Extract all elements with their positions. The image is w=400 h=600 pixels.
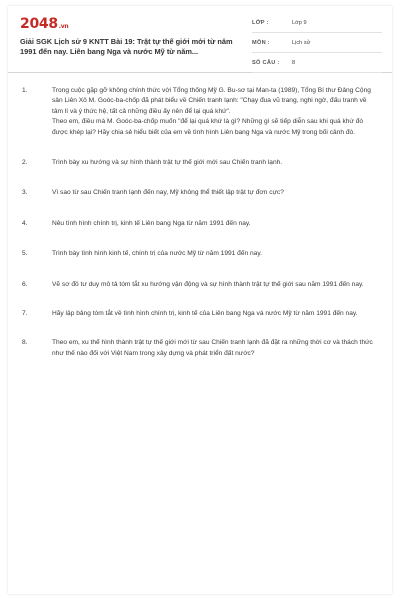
question-text: Theo em, điều mà M. Goóc-ba-chốp muốn "để lại quá khứ là gì? Những gì sẽ tiếp diễn sau khi quá khứ đó được khép lại? Hãy chia sẻ hiểu biết của em về tình hình Liên bang Nga và nước Mỹ trong bối cảnh đó. — [52, 118, 364, 136]
meta-info — [252, 18, 382, 78]
question-text: Trong cuộc gặp gỡ không chính thức với Tổng thống Mỹ G. Bu-sơ tại Man-ta (1989), Tổng Bí thư Đảng Cộng sản Liên Xô M. Goóc-ba-chốp đã phát biểu về Chiến tranh lạnh: "Chạy đua vũ trang, nghi ngờ, đấu tranh về tâm lí và ý thức hệ, tất cả những điều ấy nên để lại quá khứ". — [52, 87, 371, 115]
logo-suffix: .vn — [58, 23, 69, 30]
question-item — [8, 158, 392, 168]
question-text: Hãy lập bảng tóm tắt về tình hình chính trị, kinh tế của Liên bang Nga và nước Mỹ từ năm 1991 đến nay. — [52, 310, 358, 318]
logo-text: 2048 — [20, 16, 58, 32]
question-text: Nêu tình hình chính trị, kinh tế Liên bang Nga từ năm 1991 đến nay. — [52, 219, 251, 227]
question-item — [8, 86, 392, 138]
meta-row-subject — [252, 38, 382, 53]
meta-row-grade — [252, 18, 382, 33]
question-text: Trình bày xu hướng và sự hình thành trật tự thế giới mới sau Chiến tranh lạnh. — [52, 159, 283, 167]
meta-value: Lớp 9 — [292, 20, 307, 26]
question-item — [8, 219, 392, 229]
meta-key: LỚP : — [252, 20, 269, 26]
question-number: 7. — [22, 310, 28, 318]
question-text: Theo em, xu thế hình thành trật tự thế giới mới từ sau Chiến tranh lạnh đã đặt ra những thời cơ và thách thức như thế nào đối với Việt Nam trong xây dựng và phát triển đất nước? — [52, 339, 373, 357]
question-number: 6. — [22, 280, 28, 288]
meta-value: 8 — [292, 60, 296, 66]
question-number: 2. — [22, 159, 28, 167]
question-text: Vẽ sơ đồ tư duy mô tả tóm tắt xu hướng vận động và sự hình thành trật tự thế giới sau năm 1991 đến nay. — [52, 280, 364, 288]
meta-key: SỐ CÂU : — [252, 60, 280, 66]
question-number: 1. — [22, 87, 28, 94]
document-header — [8, 6, 392, 73]
question-item — [8, 280, 392, 290]
question-list — [8, 86, 392, 359]
meta-row-count — [252, 58, 382, 73]
question-text: Vì sao từ sau Chiến tranh lạnh đến nay, Mỹ không thể thiết lập trật tự đơn cực? — [52, 189, 284, 197]
question-item — [8, 309, 392, 319]
meta-value: Lịch sử — [292, 40, 311, 46]
question-number: 8. — [22, 339, 28, 347]
question-number: 4. — [22, 219, 28, 227]
question-text: Trình bày tình hình kinh tế, chính trị của nước Mỹ từ năm 1991 đến nay. — [52, 250, 262, 258]
question-item — [8, 188, 392, 198]
question-item — [8, 338, 392, 359]
question-number: 3. — [22, 189, 28, 197]
document-page — [8, 6, 392, 594]
site-logo[interactable] — [20, 16, 68, 32]
document-title: Giải SGK Lịch sử 9 KNTT Bài 19: Trật tự thế giới mới từ năm 1991 đến nay. Liên bang Nga và nước Mỹ từ năm... — [20, 37, 233, 56]
question-number: 5. — [22, 250, 28, 258]
meta-key: MÔN : — [252, 40, 270, 46]
question-item — [8, 249, 392, 259]
